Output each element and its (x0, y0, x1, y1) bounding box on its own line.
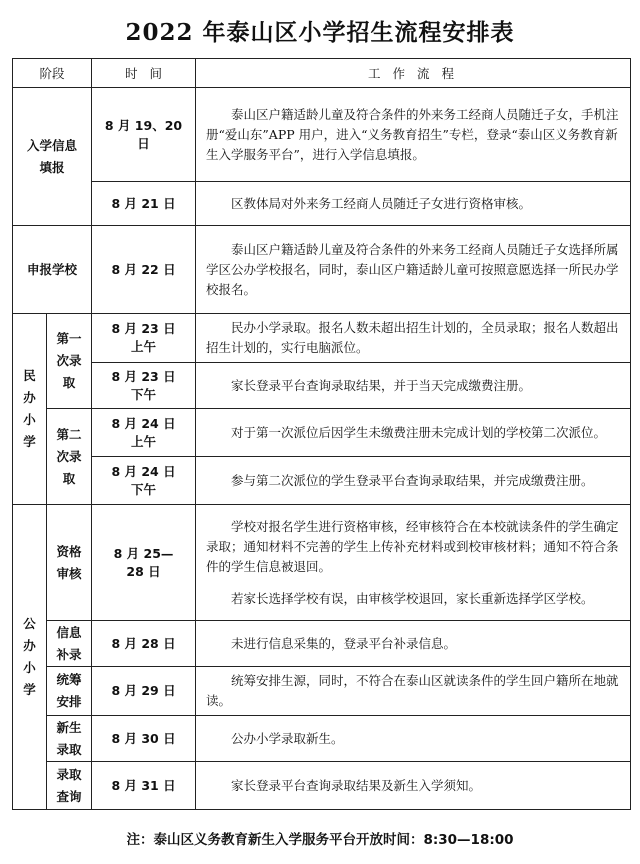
header-stage: 阶段 (13, 59, 92, 88)
process-text: 泰山区户籍适龄儿童及符合条件的外来务工经商人员随迁子女，手机注册“爱山东”APP 用户，进入“义务教育招生”专栏，登录“泰山区义务教育新生入学服务平台”，进行入学信息填报。 (206, 106, 619, 162)
process-cell (196, 716, 631, 762)
time-cell: 8 月 28 日 (92, 621, 196, 667)
time-cell: 8 月 21 日 (92, 182, 196, 226)
header-row (13, 59, 631, 88)
time-cell: 8 月 24 日 上午 (92, 409, 196, 457)
substage-new-admission: 新生 录取 (47, 716, 92, 762)
process-text: 区教体局对外来务工经商人员随迁子女进行资格审核。 (231, 195, 532, 211)
process-cell (196, 457, 631, 505)
process-cell (196, 505, 631, 621)
table-row (13, 762, 631, 810)
process-text: 统筹安排生源，同时，不符合在泰山区就读条件的学生回户籍所在地就读。 (206, 673, 619, 708)
time-cell: 8 月 22 日 (92, 226, 196, 314)
table-row (13, 409, 631, 457)
table-row (13, 363, 631, 409)
time-cell: 8 月 31 日 (92, 762, 196, 810)
process-text: 家长登录平台查询录取结果，并于当天完成缴费注册。 (231, 377, 532, 393)
stage-apply-school: 申报学校 (13, 226, 92, 314)
table-row (13, 457, 631, 505)
process-cell (196, 762, 631, 810)
time-cell: 8 月 30 日 (92, 716, 196, 762)
process-text: 民办小学录取。报名人数未超出招生计划的，全员录取；报名人数超出招生计划的，实行电脑派位。 (206, 320, 619, 355)
process-text: 未进行信息采集的，登录平台补录信息。 (231, 635, 457, 651)
process-cell (196, 314, 631, 363)
process-text: 参与第二次派位的学生登录平台查询录取结果，并完成缴费注册。 (231, 472, 594, 488)
substage-result-query: 录取 查询 (47, 762, 92, 810)
table-row (13, 314, 631, 363)
process-text: 学校对报名学生进行资格审核，经审核符合在本校就读条件的学生确定录取；通知材料不完善的学生上传补充材料或到校审核材料；通知不符合条件的学生信息被退回。 (206, 518, 619, 574)
process-text: 对于第一次派位后因学生未缴费注册未完成计划的学校第二次派位。 (231, 424, 607, 440)
header-time: 时 间 (92, 59, 196, 88)
table-row (13, 716, 631, 762)
process-cell (196, 621, 631, 667)
time-cell: 8 月 29 日 (92, 667, 196, 716)
schedule-table (12, 58, 631, 810)
process-text: 若家长选择学校有误，由审核学校退回，家长重新选择学区学校。 (231, 590, 594, 606)
time-cell: 8 月 23 日 下午 (92, 363, 196, 409)
process-text: 家长登录平台查询录取结果及新生入学须知。 (231, 777, 482, 793)
process-text: 公办小学录取新生。 (231, 730, 344, 746)
header-process: 工 作 流 程 (196, 59, 631, 88)
stage-public-school: 公 办 小 学 (13, 505, 47, 810)
substage-coordinate: 统筹 安排 (47, 667, 92, 716)
time-cell: 8 月 23 日 上午 (92, 314, 196, 363)
process-text: 泰山区户籍适龄儿童及符合条件的外来务工经商人员随迁子女选择所属学区公办学校报名，同时，泰山区户籍适龄儿童可按照意愿选择一所民办学校报名。 (206, 241, 619, 297)
process-cell (196, 667, 631, 716)
process-cell (196, 226, 631, 314)
table-row (13, 621, 631, 667)
table-row (13, 88, 631, 182)
table-row (13, 226, 631, 314)
substage-first-round: 第一 次录 取 (47, 314, 92, 409)
table-row (13, 667, 631, 716)
time-cell: 8 月 24 日 下午 (92, 457, 196, 505)
process-cell (196, 363, 631, 409)
time-cell: 8 月 19、20 日 (92, 88, 196, 182)
table-row (13, 505, 631, 621)
stage-info-fill: 入学信息 填报 (13, 88, 92, 226)
substage-info-supplement: 信息 补录 (47, 621, 92, 667)
substage-qualification: 资格 审核 (47, 505, 92, 621)
page-title: 2022 年泰山区小学招生流程安排表 (125, 19, 515, 46)
process-cell (196, 88, 631, 182)
time-cell: 8 月 25— 28 日 (92, 505, 196, 621)
substage-second-round: 第二 次录 取 (47, 409, 92, 505)
process-cell (196, 409, 631, 457)
table-row (13, 182, 631, 226)
stage-private-school: 民 办 小 学 (13, 314, 47, 505)
footnote: 注：泰山区义务教育新生入学服务平台开放时间：8:30—18:00 (126, 832, 514, 848)
process-cell (196, 182, 631, 226)
